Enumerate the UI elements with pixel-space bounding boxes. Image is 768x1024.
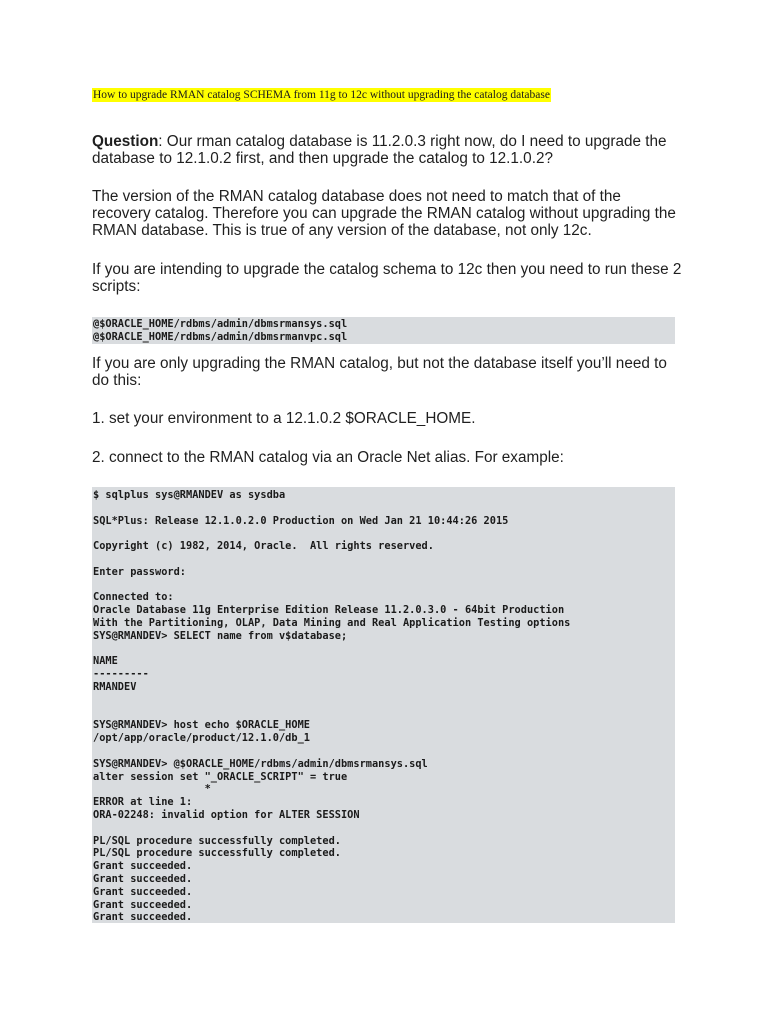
code-line: SYS@RMANDEV> @$ORACLE_HOME/rdbms/admin/dbmsrmansys.sql	[93, 757, 428, 770]
code-line: PL/SQL procedure successfully completed.	[93, 847, 341, 860]
code-line: RMANDEV	[93, 680, 137, 693]
code-line	[93, 707, 675, 720]
catalog-version-paragraph: The version of the RMAN catalog database does not need to match that of the recovery catalog. Therefore you can upgrade the RMAN catalog without upgrading the RMAN database. This is true of any version of the database, not only 12c.	[92, 188, 676, 239]
question-label: Question	[92, 133, 159, 150]
code-line	[93, 694, 675, 707]
code-line	[93, 502, 675, 515]
code-line: Grant succeeded.	[93, 898, 193, 911]
code-line: alter session set "_ORACLE_SCRIPT" = true	[93, 770, 348, 783]
code-line: SYS@RMANDEV> host echo $ORACLE_HOME	[93, 719, 310, 732]
code-line: ---------	[93, 668, 149, 681]
catalog-only-paragraph: If you are only upgrading the RMAN catalog, but not the database itself you’ll need to do this:	[92, 355, 667, 389]
sqlplus-session-code-block	[92, 487, 675, 923]
upgrade-scripts-intro: If you are intending to upgrade the catalog schema to 12c then you need to run these 2 scripts:	[92, 261, 682, 295]
code-line: Grant succeeded.	[93, 872, 193, 885]
code-line: Grant succeeded.	[93, 911, 193, 923]
code-line: SYS@RMANDEV> SELECT name from v$database;	[93, 629, 348, 642]
code-line: $ sqlplus sys@RMANDEV as sysdba	[93, 489, 286, 501]
code-line	[93, 579, 675, 592]
code-line: Grant succeeded.	[93, 860, 193, 873]
question-paragraph	[92, 133, 682, 167]
step-2-connect-catalog: 2. connect to the RMAN catalog via an Oracle Net alias. For example:	[92, 449, 564, 466]
code-line: NAME	[93, 655, 118, 668]
code-line	[93, 822, 675, 835]
upgrade-scripts-code-block	[92, 317, 675, 344]
code-line: SQL*Plus: Release 12.1.0.2.0 Production on Wed Jan 21 10:44:26 2015	[93, 514, 509, 527]
question-text: : Our rman catalog database is 11.2.0.3 right now, do I need to upgrade the database to 12.1.0.2 first, and then upgrade the catalog to 12.1.0.2?	[92, 133, 667, 167]
code-line: With the Partitioning, OLAP, Data Mining and Real Application Testing options	[93, 616, 571, 629]
code-line	[93, 745, 675, 758]
code-line: @$ORACLE_HOME/rdbms/admin/dbmsrmansys.sql	[93, 318, 348, 330]
code-line: Enter password:	[93, 565, 186, 578]
code-line	[93, 527, 675, 540]
code-line: PL/SQL procedure successfully completed.	[93, 834, 341, 847]
code-line	[93, 553, 675, 566]
code-line: ORA-02248: invalid option for ALTER SESSION	[93, 808, 360, 821]
code-line: Connected to:	[93, 591, 174, 604]
code-line: @$ORACLE_HOME/rdbms/admin/dbmsrmanvpc.sql	[93, 330, 348, 343]
code-line: ERROR at line 1:	[93, 796, 193, 809]
code-line: *	[93, 783, 211, 796]
step-1-set-environment: 1. set your environment to a 12.1.0.2 $ORACLE_HOME.	[92, 410, 476, 427]
code-line: Grant succeeded.	[93, 885, 193, 898]
code-line: Copyright (c) 1982, 2014, Oracle. All rights reserved.	[93, 540, 434, 553]
code-line	[93, 643, 675, 656]
document-title: How to upgrade RMAN catalog SCHEMA from 11g to 12c without upgrading the catalog database	[93, 89, 550, 101]
code-line: Oracle Database 11g Enterprise Edition Release 11.2.0.3.0 - 64bit Production	[93, 604, 565, 617]
code-line: /opt/app/oracle/product/12.1.0/db_1	[93, 732, 310, 745]
